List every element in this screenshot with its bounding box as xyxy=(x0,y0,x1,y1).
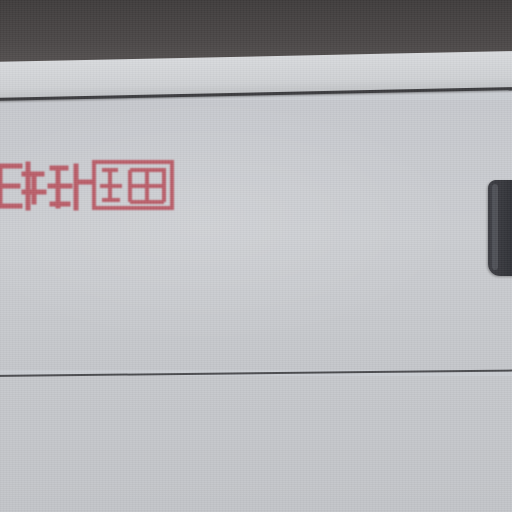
red-stamp-mark xyxy=(0,152,184,218)
stamp-glyphs-icon xyxy=(0,152,184,218)
device-panel xyxy=(0,100,512,370)
lower-panel-section xyxy=(0,376,512,512)
side-button xyxy=(488,180,512,276)
